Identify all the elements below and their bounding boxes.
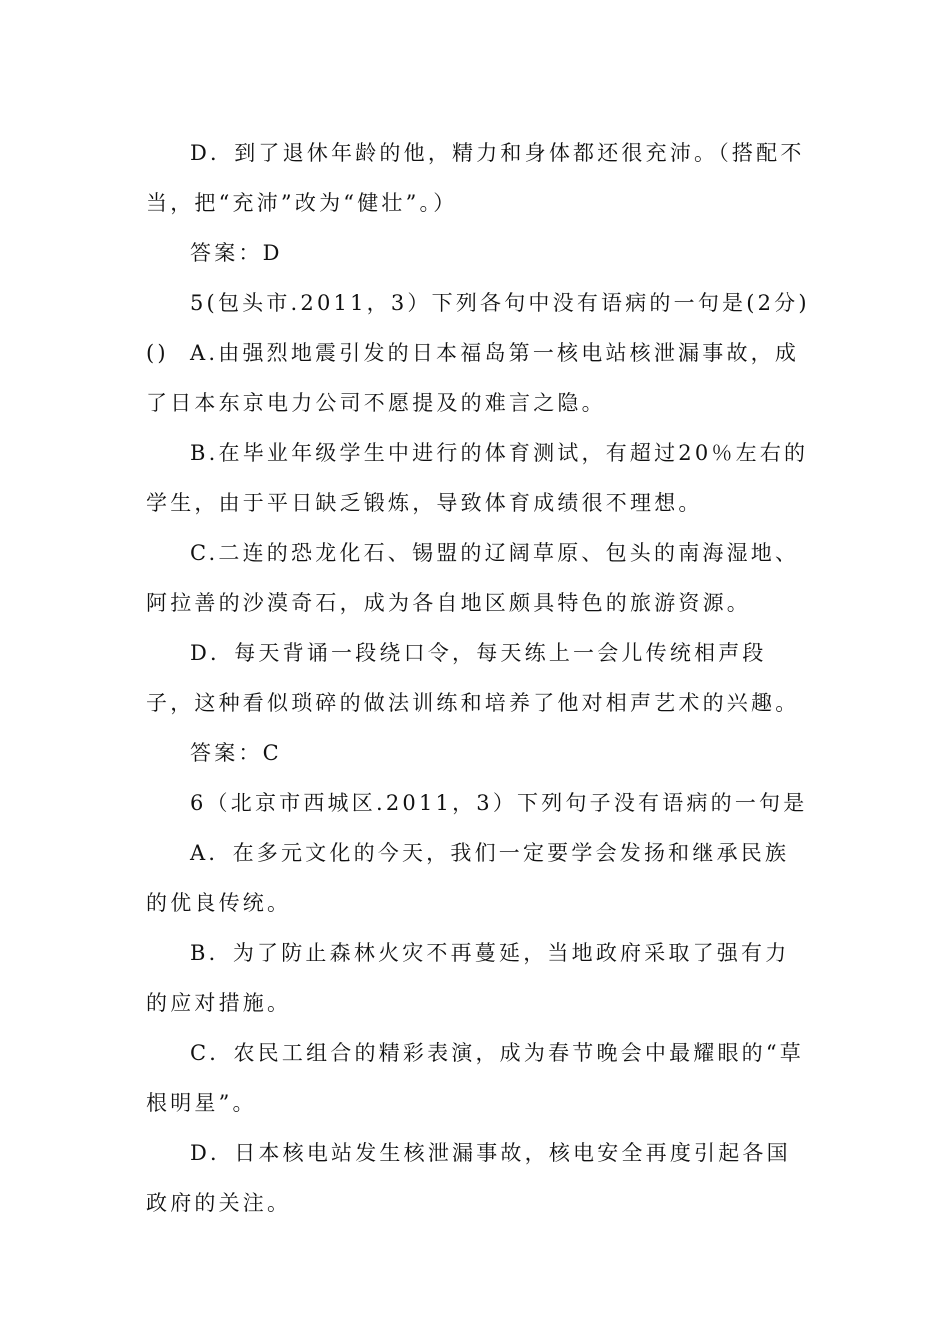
option-d-q4-explanation: D．到了退休年龄的他，精力和身体都还很充沛。（搭配不当，把“充沛”改为“健壮”。） (146, 141, 805, 215)
question-6-option-d: D．日本核电站发生核泄漏事故，核电安全再度引起各国政府的关注。 (146, 1141, 791, 1215)
question-5-option-c: C.二连的恐龙化石、锡盟的辽阔草原、包头的南海湿地、阿拉善的沙漠奇石，成为各自地区颇具特色的旅游资源。 (146, 541, 800, 615)
answer-q5: 答案：C (190, 741, 282, 765)
question-6-stem: 6（北京市西城区.2011，3）下列句子没有语病的一句是 (190, 791, 808, 815)
answer-q4: 答案：D (190, 241, 283, 265)
question-6-option-a: A．在多元文化的今天，我们一定要学会发扬和继承民族的优良传统。 (146, 841, 790, 915)
question-5-stem: 5(包头市.2011，3）下列各句中没有语病的一句是(2分)() (146, 291, 810, 365)
question-6-option-c: C．农民工组合的精彩表演，成为春节晚会中最耀眼的“草根明星”。 (146, 1041, 805, 1115)
question-5-option-a: A.由强烈地震引发的日本福岛第一核电站核泄漏事故，成了日本东京电力公司不愿提及的难言之隐。 (146, 341, 800, 415)
question-5-option-d: D．每天背诵一段绕口令，每天练上一会儿传统相声段子，这种看似琐碎的做法训练和培养了他对相声艺术的兴趣。 (146, 641, 800, 715)
question-6-option-b: B．为了防止森林火灾不再蔓延，当地政府采取了强有力的应对措施。 (146, 941, 790, 1015)
question-5-option-b: B.在毕业年级学生中进行的体育测试，有超过20％左右的学生，由于平日缺乏锻炼，导致体育成绩很不理想。 (146, 441, 809, 515)
